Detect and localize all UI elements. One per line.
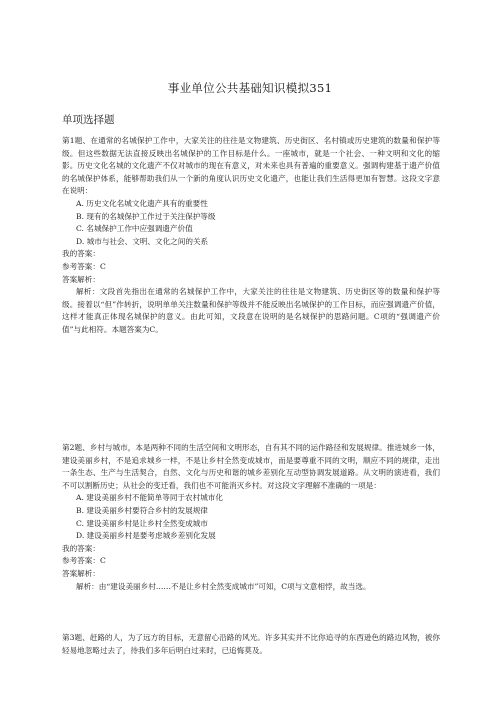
analysis-text: 解析：文段首先指出在通常的名城保护工作中，大家关注的往往是文物建筑、历史街区等的数量和保护等级。接着以“但”作转折，说明单单关注数量和保护等级并不能反映出名城保护的工作目标，而应强调遗产价值，这样才能真正体现名城保护的意义。由此可知，文段意在说明的是名城保护的思路问题。C项的“强调遗产价值”与此相符。本题答案为C。 xyxy=(62,287,440,334)
option-d: D. 建设美丽乡村是要考虑城乡差别化发展 xyxy=(76,531,216,541)
question-2 xyxy=(62,442,440,593)
analysis-label: 答案解析： xyxy=(62,274,100,284)
option-c: C. 建设美丽乡村是让乡村全然变成城市 xyxy=(76,518,208,528)
option-a: A. 建设美丽乡村不能简单等同于农村城市化 xyxy=(76,493,223,503)
section-heading: 单项选择题 xyxy=(62,114,115,126)
analysis-label: 答案解析： xyxy=(62,568,100,578)
document-title: 事业单位公共基础知识模拟351 xyxy=(167,81,333,95)
question-stem: 第2题、乡村与城市，本是两种不同的生活空间和文明形态，自有其不同的运作路径和发展规律。推进城乡一体，建设美丽乡村，不是追求城乡一样，不是让乡村全然变成城市，而是要尊重不同的文明，顺应不同的规律，走出一条生态、生产与生活契合，自然、文化与历史和谐的城乡差别化互动型协调发展道路。从文明的演进看，我们不可以割断历史；从社会的变迁看，我们也不可能消灭乡村。对这段文字理解不准确的一项是： xyxy=(62,443,440,490)
question-3 xyxy=(62,632,440,657)
option-b: B. 现有的名城保护工作过于关注保护等级 xyxy=(76,211,216,221)
reference-answer: 参考答案：C xyxy=(62,261,106,271)
question-stem: 第1题、在通常的名城保护工作中，大家关注的往往是文物建筑、历史街区、名村镇或历史建筑的数量和保护等级。但这些数据无法直接反映出名城保护的工作目标是什么。一座城市，就是一个社会、一种文明和文化的缩影。历史文化名城的文化遗产不仅对城市的现在有意义，对未来也具有普遍的重要意义。强调构建基于遗产价值的名城保护体系，能够帮助我们从一个新的角度认识历史文化遗产，也能让我们生活得更加有智慧。这段文字意在说明： xyxy=(62,136,440,196)
option-a: A. 历史文化名城文化遗产具有的重要性 xyxy=(76,198,208,208)
option-b: B. 建设美丽乡村要符合乡村的发展规律 xyxy=(76,505,208,515)
my-answer-label: 我的答案： xyxy=(62,249,100,259)
option-d: D. 城市与社会、文明、文化之间的关系 xyxy=(76,236,209,246)
question-stem: 第3题、赶路的人，为了远方的目标，无意留心沿路的风光。许多其实并不比你追寻的东西逊色的路边风物，被你轻易地忽略过去了，待我们多年后明白过来时，已追悔莫及。 xyxy=(62,633,440,655)
question-1 xyxy=(62,135,440,337)
option-c: C. 名城保护工作中应强调遗产价值 xyxy=(76,224,193,234)
reference-answer: 参考答案：C xyxy=(62,556,106,566)
my-answer-label: 我的答案： xyxy=(62,543,100,553)
analysis-text: 解析：由“建设美丽乡村……不是让乡村全然变成城市”可知，C项与文意相悖，故当选。 xyxy=(76,581,371,591)
